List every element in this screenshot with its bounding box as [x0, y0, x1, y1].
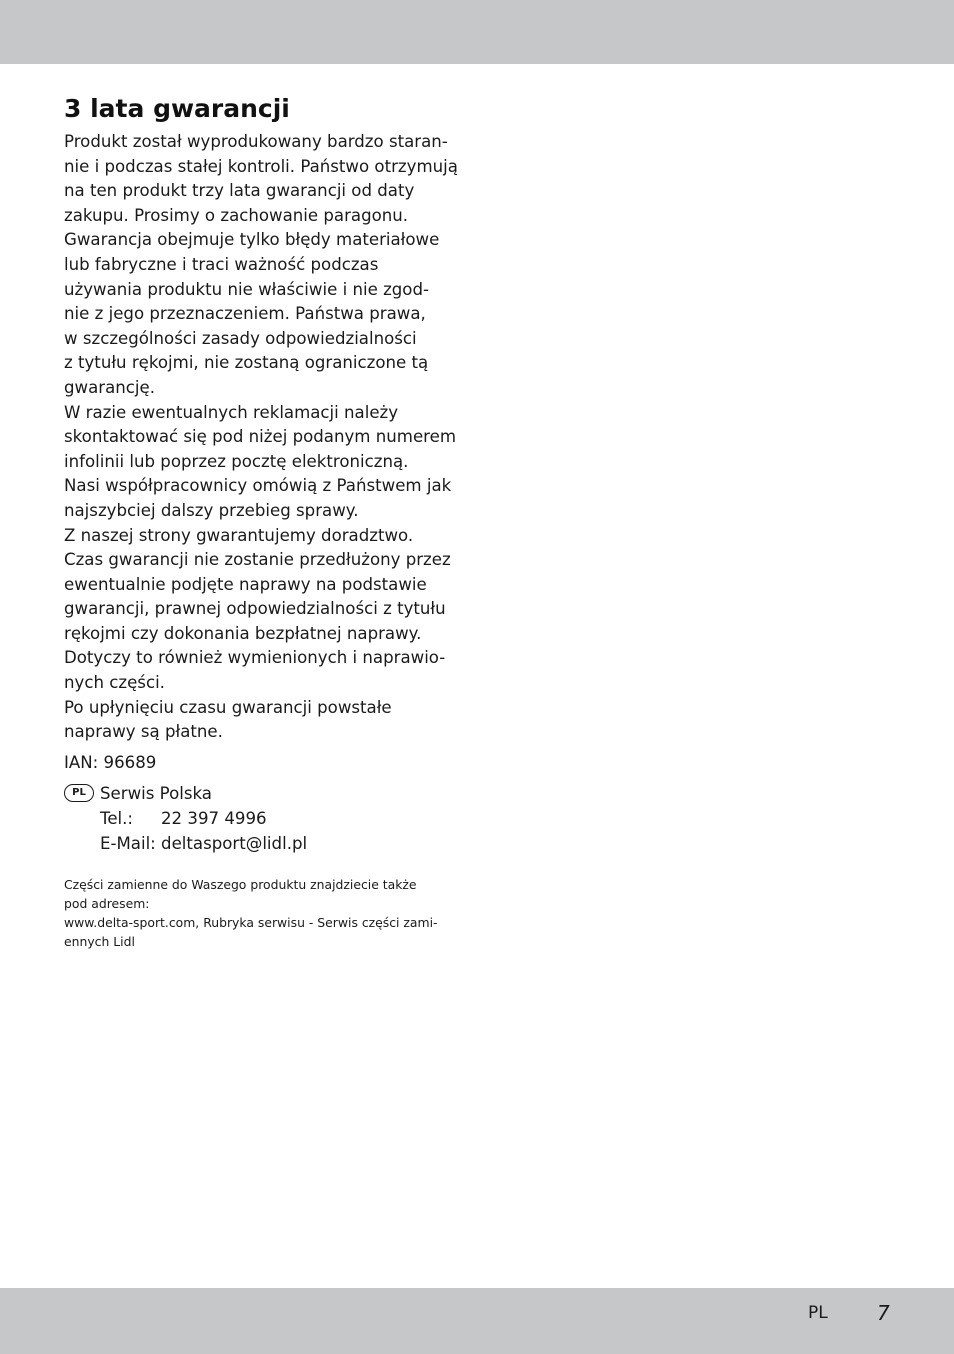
phone-label: Tel.: [100, 809, 134, 829]
body-line: Nasi współpracownicy omówią z Państwem jak [64, 476, 452, 496]
page-number: 7 [877, 1301, 890, 1325]
body-line: W razie ewentualnych reklamacji należy [64, 402, 399, 422]
body-line: ewentualnie podjęte naprawy na podstawie [64, 574, 427, 594]
body-line: naprawy są płatne. [64, 722, 223, 742]
phone-number: 22 397 4996 [161, 809, 267, 829]
spare-line: ennych Lidl [64, 934, 135, 950]
warranty-body [64, 130, 458, 745]
body-line: na ten produkt trzy lata gwarancji od daty [64, 181, 415, 201]
footer-language: PL [808, 1303, 828, 1323]
page-title: 3 lata gwarancji [64, 94, 290, 123]
body-line: nie z jego przeznaczeniem. Państwa prawa, [64, 304, 426, 324]
spare-line: pod adresem: [64, 896, 150, 912]
body-line: Czas gwarancji nie zostanie przedłużony przez [64, 550, 451, 570]
spare-line: Części zamienne do Waszego produktu znajdziecie także [64, 877, 417, 893]
body-line: infolinii lub poprzez pocztę elektroniczną. [64, 451, 409, 471]
service-name: Serwis Polska [100, 784, 212, 804]
country-badge-icon: PL [64, 784, 94, 802]
body-line: Po upłynięciu czasu gwarancji powstałe [64, 697, 392, 717]
body-line: używania produktu nie właściwie i nie zgod- [64, 279, 429, 299]
body-line: w szczególności zasady odpowiedzialności [64, 328, 417, 348]
body-line: Gwarancja obejmuje tylko błędy materiałowe [64, 230, 440, 250]
service-contact [64, 782, 454, 856]
body-line: lub fabryczne i traci ważność podczas [64, 254, 379, 274]
spare-parts-note [64, 875, 454, 951]
body-line: rękojmi czy dokonania bezpłatnej naprawy. [64, 623, 422, 643]
body-line: najszybciej dalszy przebieg sprawy. [64, 500, 359, 520]
body-line: z tytułu rękojmi, nie zostaną ograniczone tą [64, 353, 429, 373]
service-phone [64, 807, 454, 832]
top-band [0, 0, 954, 64]
body-line: Z naszej strony gwarantujemy doradztwo. [64, 525, 414, 545]
spare-line: www.delta-sport.com, Rubryka serwisu - Serwis części zami- [64, 915, 438, 931]
ian-number: IAN: 96689 [64, 752, 157, 772]
warranty-section [64, 92, 458, 951]
body-line: gwarancji, prawnej odpowiedzialności z tytułu [64, 599, 446, 619]
body-line: Produkt został wyprodukowany bardzo staran- [64, 132, 448, 151]
body-line: Dotyczy to również wymienionych i naprawio- [64, 648, 446, 668]
body-line: nie i podczas stałej kontroli. Państwo otrzymują [64, 156, 458, 176]
body-line: zakupu. Prosimy o zachowanie paragonu. [64, 205, 409, 225]
body-line: skontaktować się pod niżej podanym numerem [64, 427, 456, 447]
body-line: nych części. [64, 673, 165, 693]
service-email: E-Mail: deltasport@lidl.pl [100, 833, 308, 853]
body-line: gwarancję. [64, 377, 155, 397]
